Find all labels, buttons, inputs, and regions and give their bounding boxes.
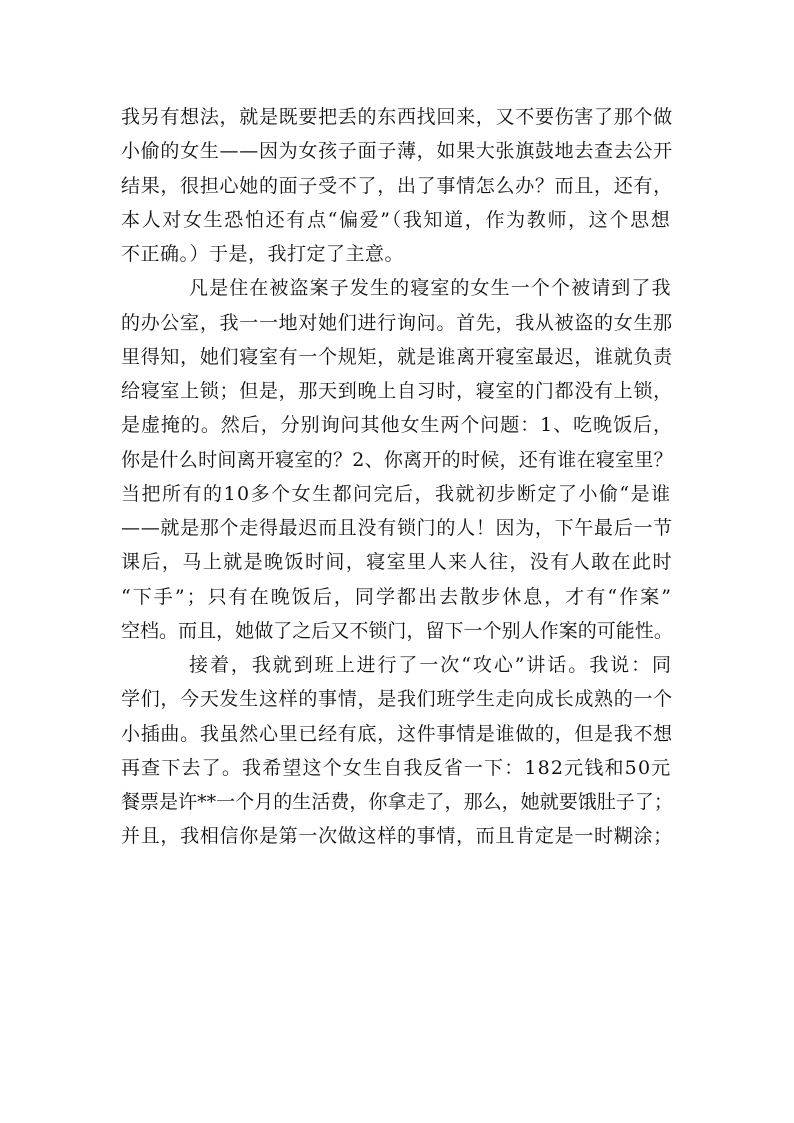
- text-line: 学们，今天发生这样的事情，是我们班学生走向成长成熟的一个: [121, 688, 673, 711]
- text-line: “下手”；只有在晚饭后，同学都出去散步休息，才有“作案”: [121, 585, 673, 608]
- text-line: 本人对女生恐怕还有点“偏爱”（我知道，作为教师，这个思想: [121, 208, 672, 231]
- text-line: 餐票是许**一个月的生活费，你拿走了，那么，她就要饿肚子了；: [121, 791, 673, 813]
- text-line: 空档。而且，她做了之后又不锁门，留下一个别人作案的可能性。: [121, 619, 673, 642]
- text-line: ——就是那个走得最迟而且没有锁门的人！因为，下午最后一节: [121, 517, 673, 539]
- text-line: 给寝室上锁；但是，那天到晚上自习时，寝室的门都没有上锁，: [121, 380, 673, 402]
- paragraph-start-line: 凡是住在被盗案子发生的寝室的女生一个个被请到了我: [189, 277, 672, 300]
- paragraph-start-line: 接着，我就到班上进行了一次“攻心”讲话。我说：同: [189, 654, 673, 676]
- text-line: 小偷的女生——因为女孩子面子薄，如果大张旗鼓地去查去公开: [121, 140, 673, 163]
- text-line: 小插曲。我虽然心里已经有底，这件事情是谁做的，但是我不想: [121, 722, 673, 745]
- text-line: 的办公室，我一一地对她们进行询问。首先，我从被盗的女生那: [121, 311, 673, 334]
- text-line: 结果，很担心她的面子受不了，出了事情怎么办？而且，还有，: [121, 174, 673, 197]
- text-line: 我另有想法，就是既要把丢的东西找回来，又不要伤害了那个做: [121, 106, 673, 128]
- text-line: 当把所有的10多个女生都问完后，我就初步断定了小偷“是谁: [121, 482, 672, 505]
- text-line: 你是什么时间离开寝室的？2、你离开的时候，还有谁在寝室里？: [121, 448, 673, 471]
- text-line: 并且，我相信你是第一次做这样的事情，而且肯定是一时糊涂；: [121, 825, 673, 848]
- text-line: 再查下去了。我希望这个女生自我反省一下：182元钱和50元: [121, 756, 672, 779]
- body-text: [121, 100, 673, 854]
- text-line: 里得知，她们寝室有一个规矩，就是谁离开寝室最迟，谁就负责: [121, 345, 673, 368]
- text-line: 课后，马上就是晚饭时间，寝室里人来人往，没有人敢在此时: [121, 551, 673, 574]
- text-line: 是虚掩的。然后，分别询问其他女生两个问题：1、吃晚饭后，: [121, 414, 673, 437]
- text-line: 不正确。）于是，我打定了主意。: [121, 243, 405, 265]
